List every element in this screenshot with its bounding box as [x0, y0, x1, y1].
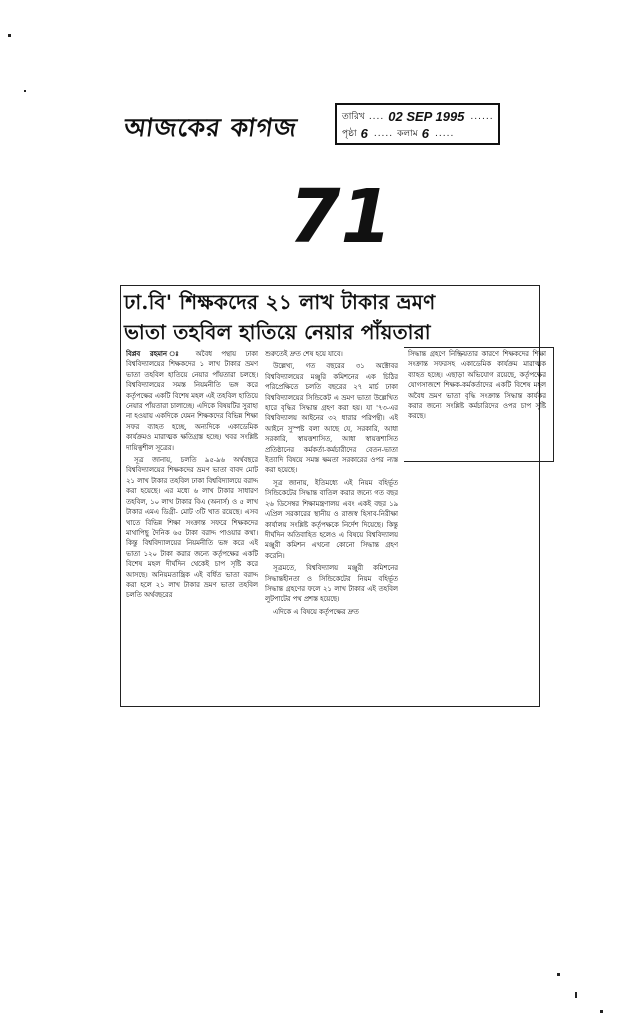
- stamp-page-label: পৃষ্ঠা: [342, 129, 357, 139]
- scan-speck: [600, 1010, 603, 1013]
- scan-speck: [24, 90, 26, 92]
- column-2-paragraph-4: সূত্রমতে, বিশ্ববিদ্যালয় মঞ্জুরী কমিশনের সিদ্ধান্তহীনতা ও সিন্ডিকেটের নিয়ম বহির্ভূত সিদ্ধান্ত গ্রহণের ফলে ২১ লাখ টাকার এই তহবিল লুটপাটের পথ প্রশস্ত হয়েছে।: [265, 564, 398, 604]
- stamp-column-value: 6: [421, 126, 429, 141]
- column-2-paragraph-2: উল্লেখ্য, গত বছরের ৩১ অক্টোবর বিশ্ববিদ্যালয়ের মঞ্জুরি কমিশনের এক চিঠির পরিপ্রেক্ষিতে চলতি বছরের ২৭ মার্চ ঢাকা বিশ্ববিদ্যালয়ের সিন্ডিকেট এ ভ্রমণ ভাতা উল্লেখিত হারে বৃদ্ধির সিদ্ধান্ত গ্রহণ করা হয়। যা '৭৩-এর বিশ্ববিদ্যালয় আইনের ৩২ ধারার পরিপন্থী। এই আইনে সুস্পষ্ট বলা আছে যে, সরকারি, আধা সরকারি, স্বায়ত্তশাসিত, আধা স্বায়ত্তশাসিত প্রতিষ্ঠানের কর্মকর্তা-কর্মচারীদের বেতন-ভাতা ইত্যাদি বিষয়ে সমস্ত ক্ষমতা সরকারের ওপর ন্যস্ত করা হয়েছে।: [265, 362, 398, 475]
- article-column-3: [408, 349, 546, 459]
- clipping-date-stamp: তারিখ .... 02 SEP 1995 ...... পৃষ্ঠা 6 ..... কলাম 6 .....: [335, 103, 500, 145]
- article-column-1: [126, 349, 258, 701]
- stamp-date-label: তারিখ: [342, 112, 365, 122]
- column-2-paragraph-1: শুরুতেই দ্রুত শেষ হয়ে যাবে।: [265, 350, 343, 358]
- article-column-2: [265, 349, 398, 701]
- article-headline: [124, 287, 536, 347]
- newspaper-clipping: [120, 285, 555, 707]
- headline-line-1: ঢা.বি' শিক্ষকদের ২১ লাখ টাকার ভ্রমণ: [124, 290, 436, 314]
- handwritten-number: [285, 178, 395, 258]
- stamp-page-value: 6: [360, 126, 368, 141]
- newspaper-masthead: আজকের কাগজ: [122, 113, 300, 142]
- scan-speck: [557, 973, 560, 976]
- scan-speck: [8, 34, 11, 37]
- column-3-paragraph-1: সিদ্ধান্ত গ্রহণে নিষ্ক্রিয়তার কারণে শিক্ষকদের শিক্ষা সংক্রান্ত সফরসহ একাডেমিক কার্যক্রম মারাত্মক ব্যাহত হচ্ছে। এছাড়া অভিযোগ রয়েছে, কর্তৃপক্ষের যোগসাজশে শিক্ষক-কর্মকর্তাদের একটি বিশেষ মহল অবৈধ ভ্রমণ ভাতা বৃদ্ধি সংক্রান্ত সিদ্ধান্ত কার্যকর করার জন্যে সংশ্লিষ্ট কর্মচারিদের ওপর চাপ সৃষ্টি করছে।: [408, 350, 546, 421]
- article-byline: বিপ্লব রহমান ঃ: [126, 350, 187, 358]
- column-1-paragraph-1: অবৈধ পন্থায় ঢাকা বিশ্ববিদ্যালয়ের শিক্ষকদের ১ লাখ টাকার ভ্রমণ ভাতা তহবিল হাতিয়ে নেয়ার পাঁয়তারা চলছে। বিশ্ববিদ্যালয়ের সমস্ত নিয়মনীতি ভঙ্গ করে কর্তৃপক্ষের একটি বিশেষ মহল এই তহবিল হাতিয়ে নেয়ার পাঁয়তারা চালাচ্ছে। এদিকে বিষয়টির সুরাহা না হওয়ায় একদিকে যেমন শিক্ষকদের বিভিন্ন শিক্ষা সফর ব্যাহত হচ্ছে, অন্যদিকে একাডেমিক কার্যক্রমও মারাত্মক ক্ষতিগ্রস্ত হচ্ছে। খবর সংশ্লিষ্ট দায়িত্বশীল সূত্রের।: [126, 350, 258, 452]
- stamp-date-value: 02 SEP 1995: [388, 109, 465, 124]
- headline-line-2: ভাতা তহবিল হাতিয়ে নেয়ার পাঁয়তারা: [124, 320, 431, 344]
- column-2-paragraph-5: এদিকে এ বিষয়ে কর্তৃপক্ষের দ্রুত: [273, 607, 359, 616]
- handwritten-number-text: 71: [289, 178, 392, 258]
- column-1-paragraph-2: সূত্র জানায়, চলতি ৯৫-৯৬ অর্থবছরে বিশ্ববিদ্যালয়ের শিক্ষকদের ভ্রমণ ভাতা বাবদ মোট ২১ লাখ টাকার তহবিল ঢাকা বিশ্ববিদ্যালয়ে বরাদ্দ করা হয়েছে। এর মধ্যে ৬ লাখ টাকার সাধারণ তহবিল, ১০ লাখ টাকার বিএ (অনার্স) ও ৫ লাখ টাকার এমএ ডিগ্রী- মোট ৩টি খাত রয়েছে। এসব খাতে বিভিন্ন শিক্ষা সংক্রান্ত সফরে শিক্ষকদের মাথাপিছু দৈনিক ৬৫ টাকা বরাদ্দ পাওয়ার কথা। কিন্তু বিশ্ববিদ্যালয়ের নিয়মনীতি ভঙ্গ করে এই ভাতা ১২০ টাকা করার জন্যে কর্তৃপক্ষের একটি বিশেষ মহল দীর্ঘদিন থেকেই চাপ সৃষ্টি করে আসছে। অনিয়মতান্ত্রিক এই বর্ধিত ভাতা বরাদ্দ করা হলে ২১ লাখ টাকার ভ্রমণ ভাতা তহবিল চলতি অর্থবছরের: [126, 456, 258, 600]
- scan-speck: [575, 992, 577, 998]
- stamp-column-label: কলাম: [397, 129, 418, 139]
- article-paragraph: [126, 349, 258, 453]
- column-2-paragraph-3: সূত্র জানায়, ইতিমধ্যে এই নিয়ম বহির্ভূত সিন্ডিকেটের সিদ্ধান্ত বাতিল করার জন্যে গত বছর ২৬ ডিসেম্বর শিক্ষামন্ত্রণালয় এবং একই বছর ১৯ এপ্রিল সরকারের স্থানীয় ও রাজস্ব হিসাব-নিরীক্ষা কার্যালয় সংশ্লিষ্ট কর্তৃপক্ষকে নির্দেশ দিয়েছে। কিন্তু দীর্ঘদিন অতিবাহিত হলেও এ বিষয়ে বিশ্ববিদ্যালয় মঞ্জুরী কমিশন এখনো কোনো সিদ্ধান্ত গ্রহণ করেনি।: [265, 478, 398, 560]
